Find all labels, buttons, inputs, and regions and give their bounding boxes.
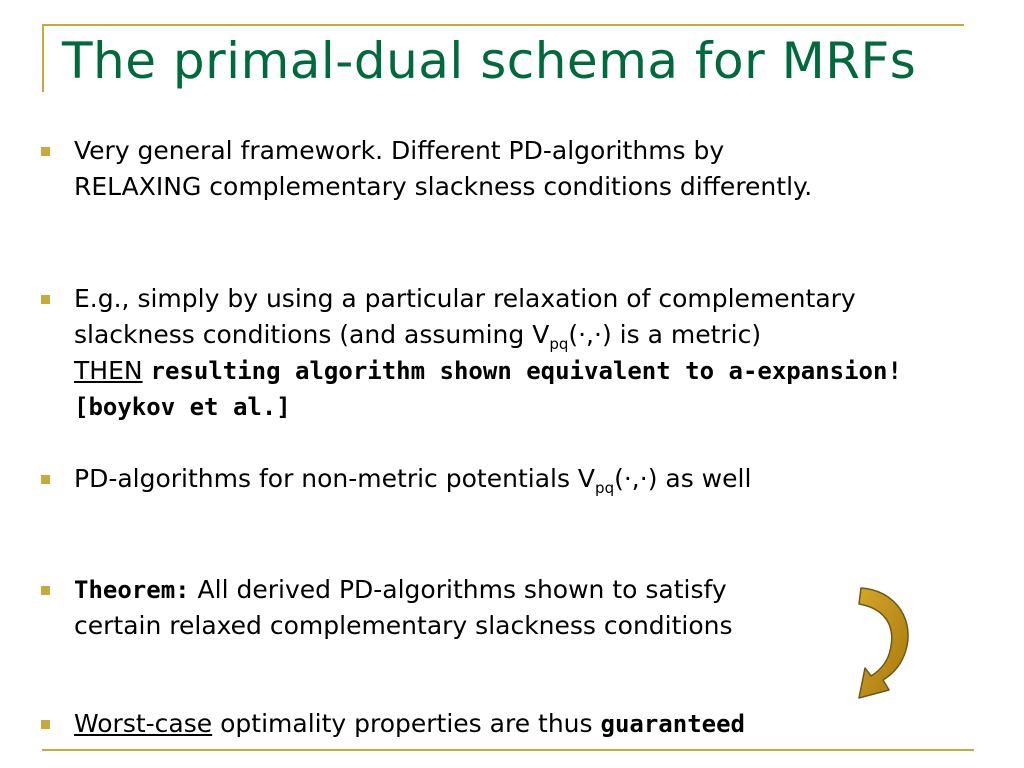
slide-title: The primal-dual schema for MRFs [62, 32, 917, 90]
bold-result-text: resulting algorithm shown equivalent to a-expansion! [150, 357, 902, 385]
bullet-marker [41, 586, 50, 595]
theorem-label: Theorem: [74, 576, 190, 604]
bullet-item-non-metric [74, 461, 974, 497]
bullet-item-worst-case [74, 706, 974, 742]
guaranteed-text: guaranteed [600, 710, 745, 738]
bullet-marker [41, 475, 50, 484]
text-run: (·,·) is a metric) [568, 320, 762, 349]
arrow-shape [859, 588, 908, 698]
bullet-item-framework [74, 133, 974, 205]
bullet-marker [41, 720, 50, 729]
bullet-line [74, 572, 974, 608]
bullet-marker [41, 147, 50, 156]
text-run: PD-algorithms for non-metric potentials V [74, 464, 596, 493]
bullet-line [74, 317, 974, 353]
bullet-line [74, 461, 974, 497]
worst-case-text: Worst-case [74, 709, 213, 738]
bullet-marker [41, 295, 50, 304]
text-run: All derived PD-algorithms shown to satisfy [189, 575, 727, 604]
bold-citation: [boykov et al.] [74, 393, 291, 421]
bullet-line: Very general framework. Different PD-algorithms by [74, 136, 725, 165]
bullet-line: certain relaxed complementary slackness conditions [74, 611, 733, 640]
subscript-pq: pq [549, 335, 569, 353]
bullet-line [74, 353, 974, 389]
curved-down-arrow-icon [845, 580, 920, 710]
text-run: (·,·) as well [614, 464, 752, 493]
bullet-line: E.g., simply by using a particular relaxation of complementary [74, 284, 856, 313]
bullet-item-example [74, 281, 974, 425]
bullet-line [74, 706, 974, 742]
bullet-line: RELAXING complementary slackness conditions differently. [74, 172, 813, 201]
text-run: optimality properties are thus [212, 709, 601, 738]
then-keyword: THEN [74, 356, 143, 385]
subscript-pq: pq [595, 479, 615, 497]
text-run: slackness conditions (and assuming V [74, 320, 550, 349]
bullet-item-theorem [74, 572, 974, 644]
bullet-line [74, 389, 974, 425]
